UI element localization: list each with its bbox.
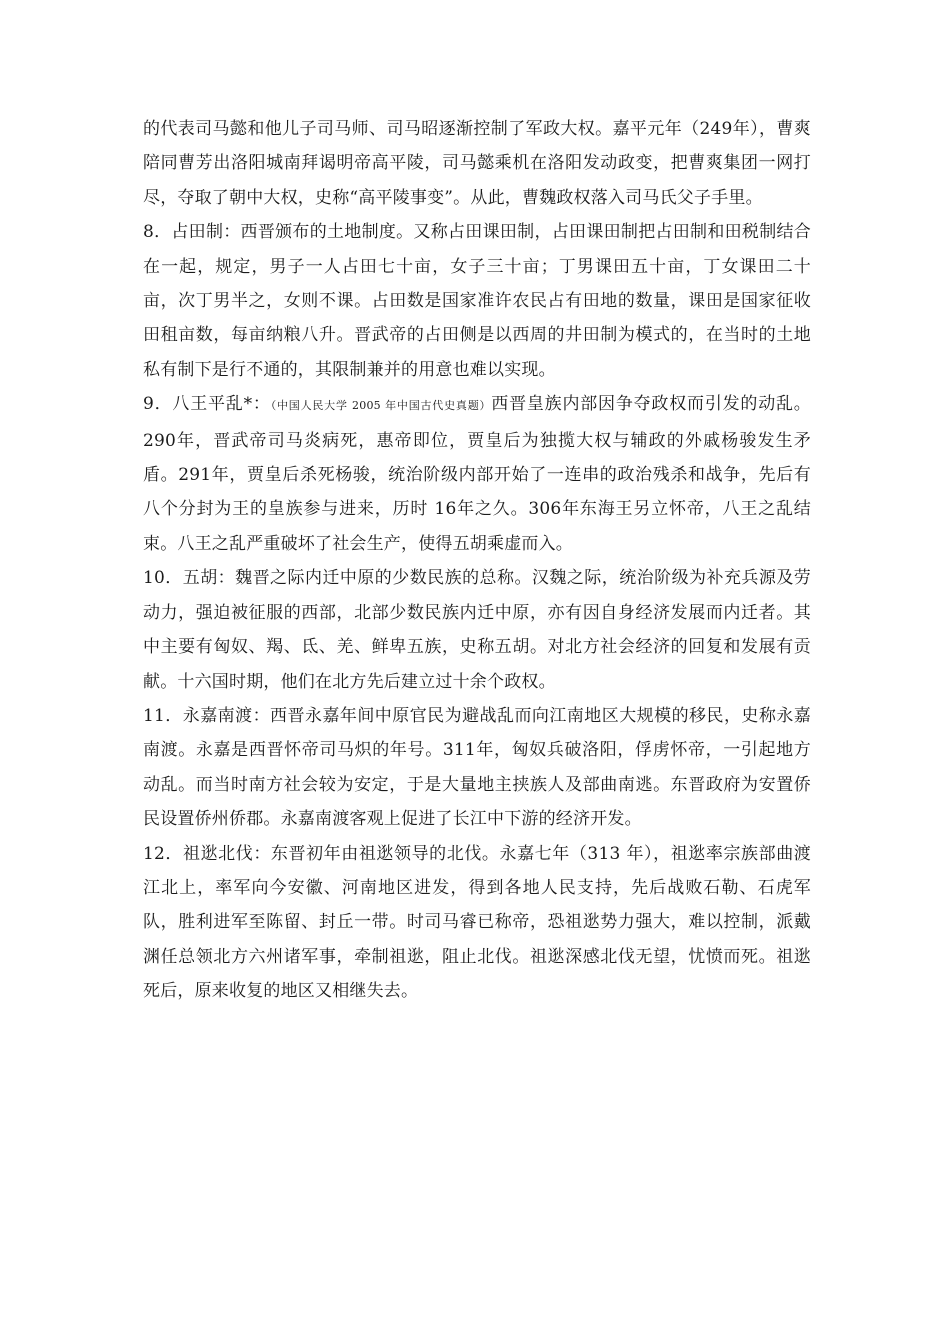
document-page bbox=[143, 112, 811, 1009]
paragraph-five-hu: 10．五胡：魏晋之际内迁中原的少数民族的总称。汉魏之际，统治阶级为补充兵源及劳动力，强迫被征服的西部，北部少数民族内迁中原，亦有因自身经济发展而内迁者。其中主要有匈奴、羯、氐、羌、鲜卑五族，史称五胡。对北方社会经济的回复和发展有贡献。十六国时期，他们在北方先后建立过十余个政权。 bbox=[143, 568, 811, 692]
paragraph-eight-princes bbox=[143, 387, 811, 561]
paragraph-zuti-expedition: 12．祖逖北伐：东晋初年由祖逖领导的北伐。永嘉七年（313 年），祖逖率宗族部曲渡江北上，率军向今安徽、河南地区进发，得到各地人民支持，先后战败石勒、石虎军队，胜利进军至陈留、封丘一带。时司马睿已称帝，恐祖逖势力强大，难以控制，派戴渊任总领北方六州诸军事，牵制祖逖，阻止北伐。祖逖深感北伐无望，忧愤而死。祖逖死后，原来收复的地区又相继失去。 bbox=[143, 843, 811, 1002]
paragraph-heading: 9．八王平乱*： bbox=[143, 394, 271, 415]
paragraph-zhantian-system: 8．占田制：西晋颁布的土地制度。又称占田课田制，占田课田制把占田制和田税制结合在一起，规定，男子一人占田七十亩，女子三十亩；丁男课田五十亩，丁女课田二十亩，次丁男半之，女则不课。占田数是国家准许农民占有田地的数量，课田是国家征收田租亩数，每亩纳粮八升。晋武帝的占田侧是以西周的井田制为模式的，在当时的土地私有制下是行不通的，其限制兼并的用意也难以实现。 bbox=[143, 222, 811, 380]
paragraph-yongjia-migration: 11．永嘉南渡：西晋永嘉年间中原官民为避战乱而向江南地区大规模的移民，史称永嘉南渡。永嘉是西晋怀帝司马炽的年号。311年，匈奴兵破洛阳，俘虏怀帝，一引起地方动乱。而当时南方社会较为安定，于是大量地主挟族人及部曲南逃。东晋政府为安置侨民设置侨州侨郡。永嘉南渡客观上促进了长江中下游的经济开发。 bbox=[143, 705, 811, 830]
paragraph-body: 西晋皇族内部因争夺政权而引发的动乱。290年，晋武帝司马炎病死，惠帝即位，贾皇后为独揽大权与辅政的外戚杨骏发生矛盾。291年，贾皇后杀死杨骏，统治阶级内部开始了一连串的政治残杀和战争，先后有八个分封为王的皇族参与进来，历时 16年之久。306年东海王另立怀帝，八王之乱结束。八王之乱严重破坏了社会生产，使得五胡乘虚而入。 bbox=[143, 394, 811, 554]
exam-source-note: （中国人民大学 2005 年中国古代史真题） bbox=[270, 399, 492, 413]
paragraph-sima-yi: 的代表司马懿和他儿子司马师、司马昭逐渐控制了军政大权。嘉平元年（249年），曹爽陪同曹芳出洛阳城南拜谒明帝高平陵，司马懿乘机在洛阳发动政变，把曹爽集团一网打尽，夺取了朝中大权，史称“高平陵事变”。从此，曹魏政权落入司马氏父子手里。 bbox=[143, 119, 811, 208]
